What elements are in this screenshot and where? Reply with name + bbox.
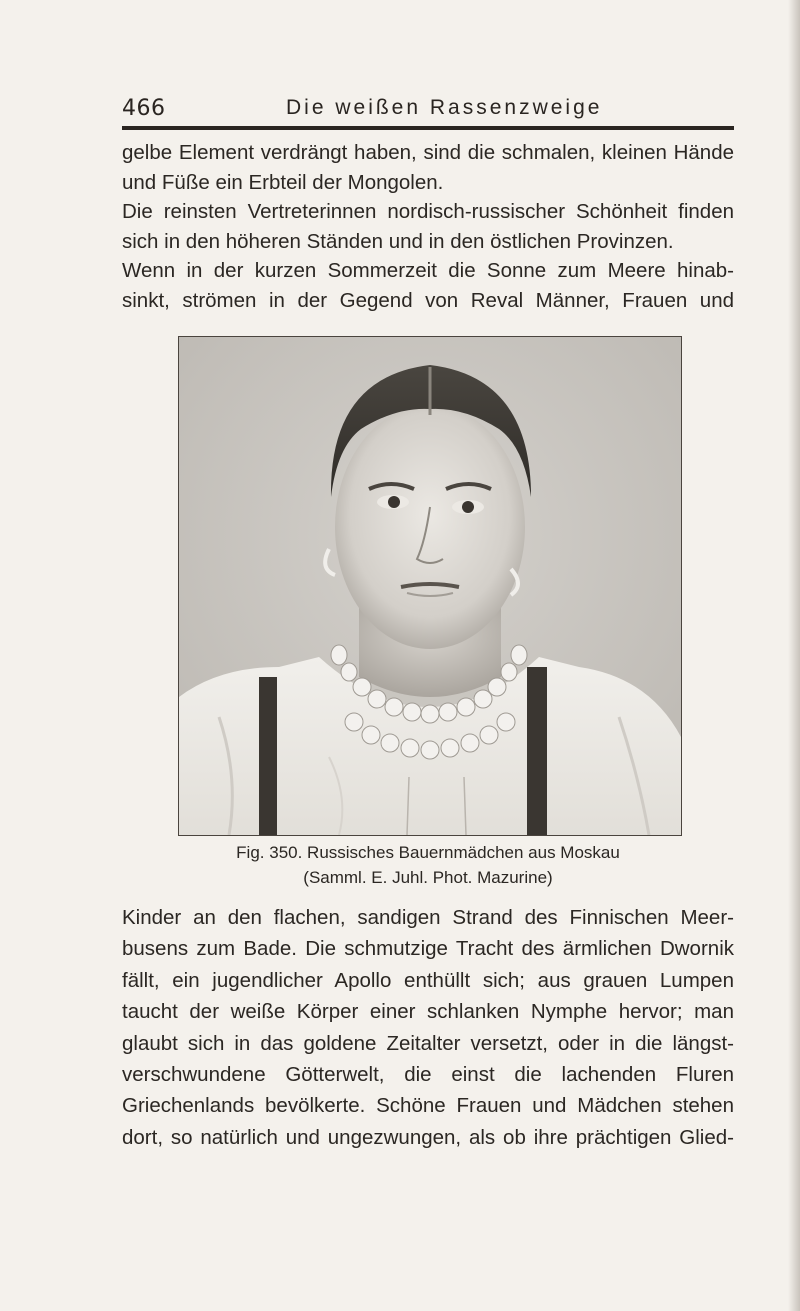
text-line: busens zum Bade. Die schmutzige Tracht des ärmlichen Dwornik [122, 937, 734, 961]
text-line: taucht der weiße Körper einer schlanken Nymphe hervor; man [122, 1000, 734, 1024]
text-line: Kinder an den flachen, sandigen Strand des Finnischen Meer- [122, 906, 734, 929]
text-line: und Füße ein Erbteil der Mongolen. [122, 170, 444, 194]
text-line: fällt, ein jugendlicher Apollo enthüllt sich; aus grauen Lumpen [122, 968, 734, 992]
running-title: Die weißen Rassenzweige [286, 96, 603, 119]
text-line: gelbe Element verdrängt haben, sind die schmalen, kleinen Hände [122, 141, 734, 164]
text-line: Griechenlands bevölkerte. Schöne Frauen und Mädchen stehen [122, 1094, 734, 1118]
text-line: dort, so natürlich und ungezwungen, als ob ihre prächtigen Glied- [122, 1125, 734, 1149]
body-text-top [122, 138, 734, 315]
text-line: Wenn in der kurzen Sommerzeit die Sonne zum Meere hinab- [122, 259, 734, 282]
text-line: sinkt, strömen in der Gegend von Reval Männer, Frauen und [122, 288, 734, 312]
text-line: glaubt sich in das goldene Zeitalter versetzt, oder in die längst- [122, 1031, 734, 1055]
portrait-illustration [179, 337, 681, 835]
figure-credit: (Samml. E. Juhl. Phot. Mazurine) [303, 868, 553, 887]
text-line: verschwundene Götterwelt, die einst die lachenden Fluren [122, 1063, 734, 1087]
text-line: Die reinsten Vertreterinnen nordisch-russischer Schönheit finden [122, 200, 734, 223]
text-line: sich in den höheren Ständen und in den östlichen Provinzen. [122, 229, 674, 253]
page-edge-shadow [788, 0, 800, 1311]
figure-caption: Fig. 350. Russisches Bauernmädchen aus Moskau [236, 843, 620, 862]
header-rule [122, 126, 734, 130]
body-text-bottom [122, 902, 734, 1153]
portrait-photograph [178, 336, 682, 836]
page-number: 466 [122, 96, 166, 121]
